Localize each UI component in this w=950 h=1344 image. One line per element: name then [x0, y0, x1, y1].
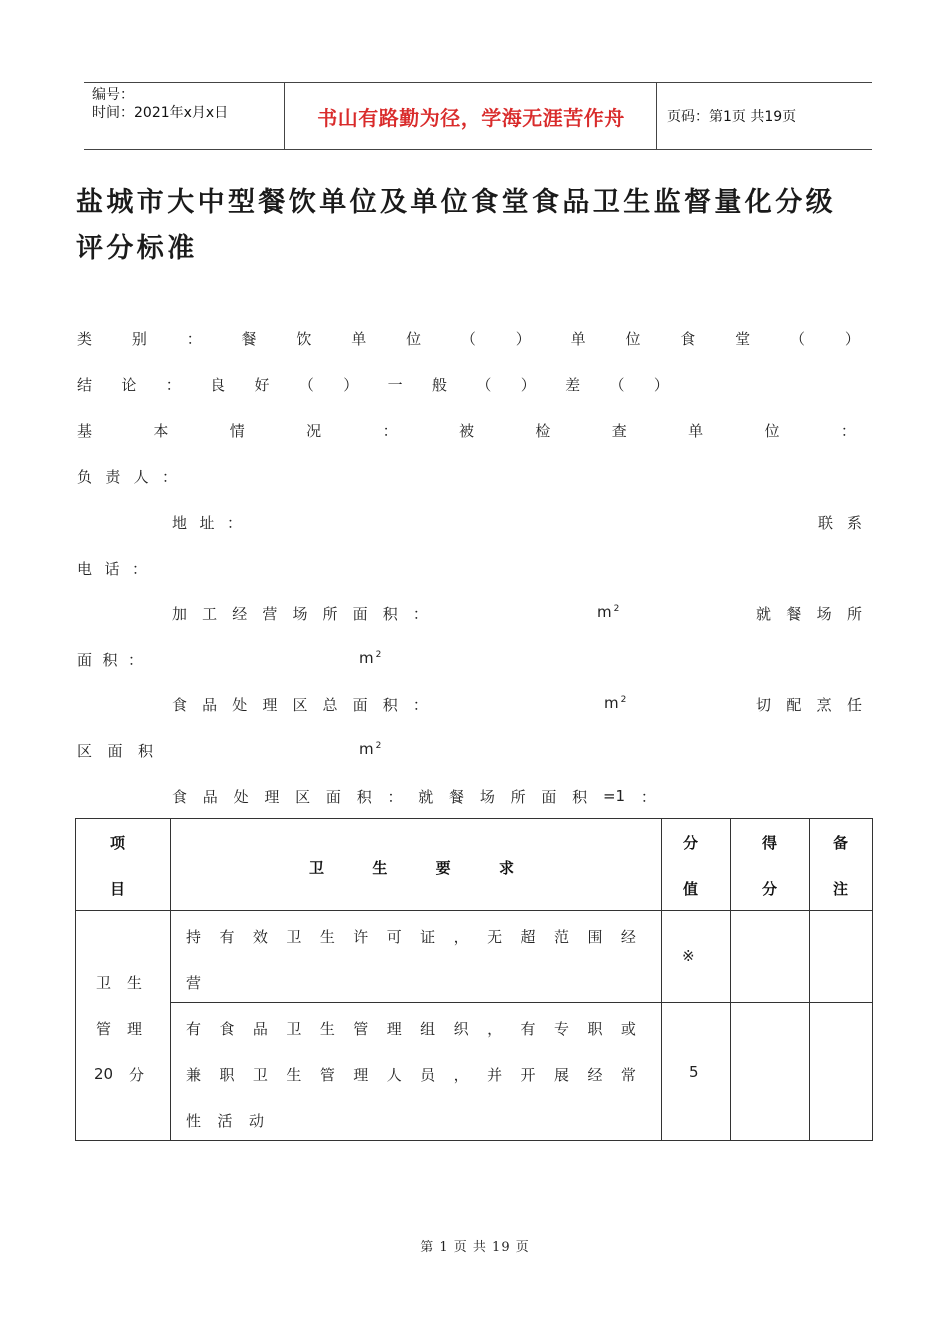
table-border [872, 818, 873, 1141]
glyph: ： [165, 375, 181, 394]
glyph: 有 [520, 1019, 536, 1038]
glyph: 分 [128, 1065, 144, 1084]
glyph: 性 [186, 1111, 202, 1130]
table-border [730, 818, 731, 1141]
conclusion-line [77, 372, 669, 396]
score-value: 5 [689, 1063, 699, 1081]
glyph: 论 [121, 375, 137, 394]
glyph: 求 [498, 858, 514, 877]
glyph: 人 [386, 1065, 402, 1084]
glyph: 联 [818, 513, 834, 532]
glyph: 本 [153, 421, 169, 440]
glyph: 就 [418, 787, 434, 806]
glyph: 位 [406, 329, 422, 348]
glyph: 员 [420, 1065, 436, 1084]
glyph: 场 [292, 604, 308, 623]
glyph: 一 [387, 375, 403, 394]
glyph: ） [653, 375, 669, 394]
glyph: 食 [172, 787, 188, 806]
glyph: 营 [262, 604, 278, 623]
glyph: 责 [105, 467, 121, 486]
table-border [75, 818, 76, 1141]
glyph: 20 [94, 1065, 114, 1083]
glyph: 经 [620, 927, 636, 946]
document-title [76, 180, 876, 272]
glyph: 活 [217, 1111, 233, 1130]
glyph: 话 [104, 559, 120, 578]
glyph: 理 [264, 787, 280, 806]
glyph: 餐 [449, 787, 465, 806]
glyph: 常 [620, 1065, 636, 1084]
header-score-got-1: 得 [762, 834, 778, 852]
glyph: 总 [322, 695, 338, 714]
glyph: 范 [553, 927, 569, 946]
glyph: 积 [572, 787, 588, 806]
glyph: 负 [77, 467, 93, 486]
glyph: 查 [611, 421, 627, 440]
glyph: ： [131, 559, 147, 578]
glyph: 食 [680, 329, 696, 348]
area-label [77, 647, 143, 671]
glyph: 检 [535, 421, 551, 440]
glyph: 生 [319, 1019, 335, 1038]
header-bottom-rule [84, 149, 872, 150]
glyph: 食 [219, 1019, 235, 1038]
glyph: 动 [248, 1111, 264, 1130]
glyph: 职 [587, 1019, 603, 1038]
glyph: 系 [846, 513, 862, 532]
header-requirement [309, 855, 514, 879]
glyph: 结 [77, 375, 93, 394]
glyph: 超 [520, 927, 536, 946]
glyph: 所 [510, 787, 526, 806]
glyph: 被 [458, 421, 474, 440]
glyph: 理 [386, 1019, 402, 1038]
zone-area-label [77, 738, 153, 762]
glyph: 生 [372, 858, 388, 877]
glyph: 址 [199, 513, 215, 532]
glyph: 面 [77, 650, 93, 669]
table-border [75, 818, 873, 819]
glyph: 积 [137, 741, 153, 760]
glyph: 堂 [735, 329, 751, 348]
glyph: 积 [356, 787, 372, 806]
glyph: 可 [386, 927, 402, 946]
glyph: 证 [420, 927, 436, 946]
glyph: 烹 [816, 695, 832, 714]
food-area-total-label [172, 692, 428, 716]
glyph: 所 [322, 604, 338, 623]
glyph: （ [476, 375, 492, 394]
glyph: 职 [219, 1065, 235, 1084]
glyph: 积 [102, 650, 118, 669]
glyph: 营 [186, 973, 202, 992]
glyph: 展 [553, 1065, 569, 1084]
glyph: ， [487, 1019, 503, 1038]
glyph: 开 [520, 1065, 536, 1084]
glyph: 场 [816, 604, 832, 623]
glyph: 单 [570, 329, 586, 348]
requirement-text [186, 924, 636, 948]
page-indicator: 页码：第1页 共19页 [667, 109, 797, 125]
glyph: 效 [252, 927, 268, 946]
glyph: ： [226, 513, 242, 532]
glyph: 餐 [786, 604, 802, 623]
glyph: 单 [351, 329, 367, 348]
glyph: 卫 [96, 973, 112, 992]
glyph: 要 [435, 858, 451, 877]
glyph: 理 [262, 695, 278, 714]
glyph: 人 [133, 467, 149, 486]
glyph: 情 [229, 421, 245, 440]
header-divider [656, 83, 657, 149]
page-footer: 第 1 页 共 19 页 [420, 1240, 530, 1255]
glyph: ： [382, 421, 398, 440]
category-name-2 [96, 1016, 142, 1040]
glyph: ： [387, 787, 403, 806]
glyph: 良 [210, 375, 226, 394]
glyph: 饮 [296, 329, 312, 348]
glyph: 围 [587, 927, 603, 946]
glyph: 管 [96, 1019, 112, 1038]
glyph: 区 [77, 741, 93, 760]
header-divider [284, 83, 285, 149]
glyph: ： [412, 695, 428, 714]
header-item-1: 项 [110, 834, 126, 852]
header-score-value-1: 分 [683, 834, 699, 852]
glyph: 区 [292, 695, 308, 714]
glyph: ） [343, 375, 359, 394]
glyph: ： [186, 329, 202, 348]
glyph: 任 [846, 695, 862, 714]
doc-time-label: 时间：2021年x月x日 [92, 105, 229, 121]
glyph: 或 [620, 1019, 636, 1038]
glyph: 卫 [286, 1019, 302, 1038]
glyph: 面 [325, 787, 341, 806]
glyph: 有 [219, 927, 235, 946]
table-border [75, 1140, 873, 1141]
glyph: 工 [202, 604, 218, 623]
area-ratio-line [172, 784, 656, 808]
glyph: （ [298, 375, 314, 394]
glyph: （ [789, 329, 805, 348]
glyph: 电 [77, 559, 93, 578]
glyph: ： [127, 650, 143, 669]
header-score-got-2: 分 [762, 880, 778, 898]
glyph: ） [515, 329, 531, 348]
glyph: 品 [202, 695, 218, 714]
glyph: 面 [541, 787, 557, 806]
glyph: 兼 [186, 1065, 202, 1084]
glyph: 并 [487, 1065, 503, 1084]
requirement-text [186, 970, 206, 994]
glyph: 般 [432, 375, 448, 394]
unit-m2: m $^2$ [604, 694, 627, 712]
requirement-text [186, 1016, 636, 1040]
glyph: 卫 [286, 927, 302, 946]
glyph: 位 [625, 329, 641, 348]
glyph: 面 [107, 741, 123, 760]
glyph: 品 [202, 787, 218, 806]
glyph: ： [161, 467, 177, 486]
glyph: 持 [186, 927, 202, 946]
contact-label [818, 510, 862, 534]
score-value: ※ [682, 947, 695, 965]
glyph: 卫 [309, 858, 325, 877]
glyph: ， [453, 927, 469, 946]
table-border [661, 818, 662, 1141]
glyph: 位 [764, 421, 780, 440]
glyph: 织 [453, 1019, 469, 1038]
unit-m2: m $^2$ [597, 603, 620, 621]
glyph: 面 [352, 604, 368, 623]
header-item-2: 目 [110, 880, 126, 898]
address-label [172, 510, 242, 534]
glyph: =1 [602, 787, 626, 805]
glyph: 加 [172, 604, 188, 623]
glyph: 有 [186, 1019, 202, 1038]
table-border [75, 910, 873, 911]
category-name-1 [96, 970, 142, 994]
glyph: 管 [353, 1019, 369, 1038]
glyph: 生 [286, 1065, 302, 1084]
table-border [170, 818, 171, 1141]
doc-code-label: 编号： [92, 87, 134, 103]
glyph: 经 [587, 1065, 603, 1084]
glyph: 理 [353, 1065, 369, 1084]
glyph: 管 [319, 1065, 335, 1084]
header-remark-1: 备 [833, 834, 849, 852]
glyph: 好 [254, 375, 270, 394]
glyph: 配 [786, 695, 802, 714]
glyph: ： [412, 604, 428, 623]
glyph: 面 [352, 695, 368, 714]
glyph: ， [453, 1065, 469, 1084]
glyph: 专 [553, 1019, 569, 1038]
header-score-value-2: 值 [683, 880, 699, 898]
glyph: ： [840, 421, 856, 440]
glyph: 别 [131, 329, 147, 348]
title-line-2: 评分标准 [76, 233, 198, 264]
glyph: 场 [479, 787, 495, 806]
glyph: 卫 [252, 1065, 268, 1084]
glyph: （ [460, 329, 476, 348]
glyph: 就 [756, 604, 772, 623]
category-score [94, 1062, 144, 1086]
glyph: ： [640, 787, 656, 806]
glyph: ） [844, 329, 860, 348]
glyph: 积 [382, 695, 398, 714]
glyph: 食 [172, 695, 188, 714]
glyph: 类 [77, 329, 93, 348]
glyph: 差 [565, 375, 581, 394]
glyph: 处 [233, 787, 249, 806]
unit-m2: m $^2$ [359, 649, 382, 667]
header-top-rule [84, 82, 872, 83]
glyph: 生 [126, 973, 142, 992]
glyph: 餐 [241, 329, 257, 348]
glyph: 单 [688, 421, 704, 440]
glyph: 生 [319, 927, 335, 946]
glyph: 基 [77, 421, 93, 440]
glyph: 切 [756, 695, 772, 714]
processing-area-label [172, 601, 428, 625]
person-in-charge-label [77, 464, 177, 488]
phone-label [77, 556, 147, 580]
cut-cook-label [756, 692, 862, 716]
unit-m2: m $^2$ [359, 740, 382, 758]
glyph: 区 [295, 787, 311, 806]
header-slogan: 书山有路勤为径，学海无涯苦作舟 [317, 106, 625, 130]
glyph: 许 [353, 927, 369, 946]
basic-info-line [77, 418, 856, 442]
title-line-1: 盐城市大中型餐饮单位及单位食堂食品卫生监督量化分级 [76, 187, 836, 218]
glyph: 所 [846, 604, 862, 623]
category-line [77, 326, 860, 350]
glyph: ） [520, 375, 536, 394]
table-border [170, 1002, 873, 1003]
header-remark-2: 注 [833, 880, 849, 898]
table-border [809, 818, 810, 1141]
dining-area-label [756, 601, 862, 625]
glyph: 组 [420, 1019, 436, 1038]
glyph: 无 [487, 927, 503, 946]
glyph: 品 [252, 1019, 268, 1038]
glyph: （ [609, 375, 625, 394]
requirement-text [186, 1108, 264, 1132]
glyph: 理 [126, 1019, 142, 1038]
glyph: 地 [172, 513, 188, 532]
glyph: 积 [382, 604, 398, 623]
glyph: 处 [232, 695, 248, 714]
glyph: 况 [306, 421, 322, 440]
requirement-text [186, 1062, 636, 1086]
glyph: 经 [232, 604, 248, 623]
